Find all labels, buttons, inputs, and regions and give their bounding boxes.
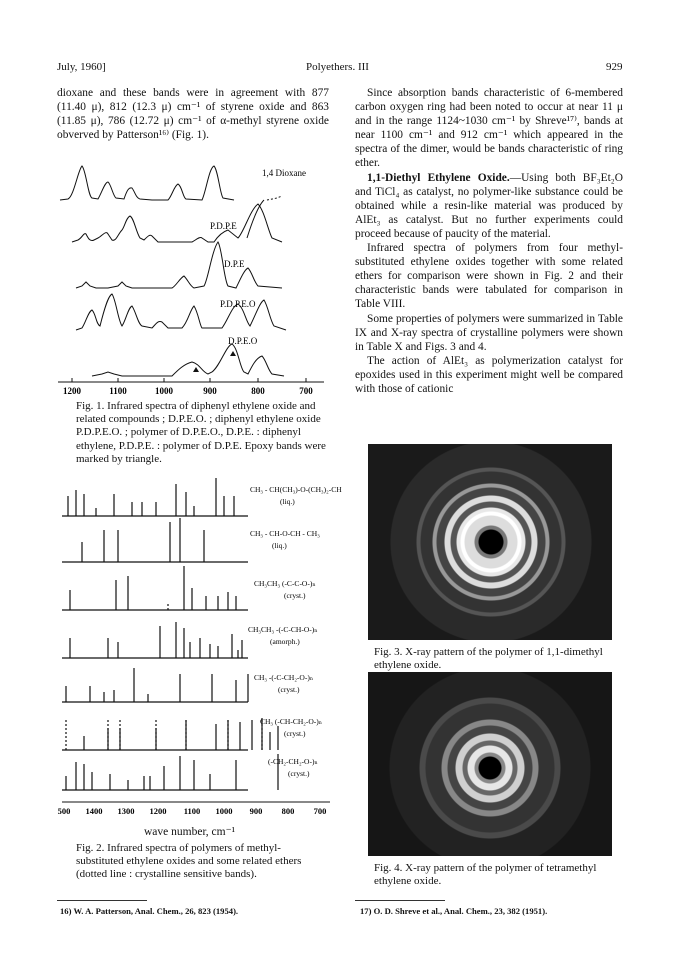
- figure-2-caption: Fig. 2. Infrared spectra of polymers of methyl-substituted ethylene oxides and some related ethers (dotted line : crystalline sensitive bands).: [76, 842, 302, 881]
- left-column-text: [57, 86, 329, 142]
- figure-3-xray-image: [368, 444, 612, 640]
- structure-formula: CH₃CH₃ ‑(‑C‑CH‑O‑)ₙ: [248, 625, 318, 634]
- axis-tick-label: 500: [57, 806, 71, 816]
- structure-formula: CH₃ ‑(‑C‑CH₂‑O‑)ₙ: [254, 673, 314, 682]
- paragraph: Some properties of polymers were summarized in Table IX and X-ray spectra of crystalline polymers were shown in Table X and Figs. 3 and 4.: [355, 312, 623, 353]
- axis-tick-label: 1200: [63, 386, 81, 396]
- figure-3-caption: Fig. 3. X-ray pattern of the polymer of 1,1-dimethyl ethylene oxide.: [374, 646, 603, 672]
- structure-label: (liq.): [280, 497, 295, 506]
- figure-4-xray-image: [368, 672, 612, 856]
- axis-tick-label: 1100: [109, 386, 127, 396]
- spectrum-trace: [247, 200, 264, 238]
- axis-tick-label: 900: [249, 806, 263, 816]
- figure-4-caption: Fig. 4. X-ray pattern of the polymer of tetramethyl ethylene oxide.: [374, 862, 597, 888]
- figure-2-xlabel: wave number, cm⁻¹: [144, 826, 236, 838]
- axis-tick-label: 800: [281, 806, 295, 816]
- spectrum-label: P.D.P.E.O: [220, 299, 256, 309]
- figure-1-caption: Fig. 1. Infrared spectra of diphenyl ethylene oxide and related compounds ; D.P.E.O. ; diphenyl ethylene oxide P.D.P.E.O. ; polymer of D.P.E.O., D.P.E. : diphenyl ethylene, P.D.P.E. : polymer of D.P.E. Epoxy bands were marked by triangle.: [76, 400, 326, 465]
- section-heading: 1,1-Diethyl Ethylene Oxide.: [367, 171, 510, 184]
- spectrum-trace: [60, 166, 234, 200]
- spectrum-trace: [72, 204, 282, 242]
- figure-2-ir-spectra: [52, 474, 342, 820]
- spectrum-trace: [76, 242, 282, 288]
- structure-formula: CH₃ ‑ CH‑O‑CH ‑ CH₃: [250, 529, 320, 538]
- page-number: 929: [606, 61, 623, 73]
- structure-formula: CH₃ (‑CH‑CH₂‑O‑)ₙ: [260, 717, 323, 726]
- footnote-16: 16) W. A. Patterson, Anal. Chem., 26, 823 (1954).: [60, 906, 239, 916]
- spectrum-label: D.P.E.O: [228, 336, 258, 346]
- axis-tick-label: 1300: [117, 806, 135, 816]
- spectrum-trace: [92, 344, 284, 376]
- structure-label: (cryst.): [288, 769, 310, 778]
- structure-formula: CH₃ ‑ CH(CH₃)‑O‑(CH₃)₂‑CH: [250, 485, 342, 494]
- paragraph-body: —Using both BF₃Et₂O and TiCl₄ as catalyst, no polymer-like substance could be obtained while a resin-like material was produced by AlEt₃ as catalyst. But no further experiments could proceed because of paucity of the material.: [355, 171, 623, 240]
- axis-tick-label: 700: [313, 806, 327, 816]
- spectrum-label: 1,4 Dioxane: [262, 168, 306, 178]
- spectrum-label: P.D.P.E: [210, 221, 237, 231]
- axis-tick-label: 1000: [155, 386, 173, 396]
- epoxy-band-triangle-icon: [193, 367, 199, 372]
- running-header-left: July, 1960]: [57, 61, 106, 73]
- axis-tick-label: 900: [203, 386, 217, 396]
- footnote-17: 17) O. D. Shreve et al., Anal. Chem., 23, 382 (1951).: [360, 906, 548, 916]
- structure-formula: (‑CH₂‑CH₂‑O‑)ₙ: [268, 757, 318, 766]
- structure-formula: CH₃CH₃ (‑C‑C‑O‑)ₙ: [254, 579, 316, 588]
- structure-label: (liq.): [272, 541, 287, 550]
- structure-label: (cryst.): [278, 685, 300, 694]
- running-header-title: Polyethers. III: [306, 61, 369, 73]
- paragraph: The action of AlEt₃ as polymerization catalyst for epoxides used in this experiment might well be compared with those of cationic: [355, 354, 623, 395]
- figure-1-ir-spectra: [52, 160, 342, 410]
- axis-tick-label: 1400: [85, 806, 103, 816]
- axis-tick-label: 800: [251, 386, 265, 396]
- paragraph: [355, 171, 623, 241]
- spectrum-label: D.P.E: [224, 259, 245, 269]
- footnote-rule: [57, 900, 147, 901]
- epoxy-band-triangle-icon: [230, 351, 236, 356]
- right-column-text: [355, 86, 623, 396]
- axis-tick-label: 1100: [183, 806, 201, 816]
- structure-label: (cryst.): [284, 591, 306, 600]
- paragraph: dioxane and these bands were in agreement with 877 (11.40 μ), 812 (12.3 μ) cm⁻¹ of styrene oxide and 863 (11.85 μ), 786 (12.72 μ) cm⁻¹ of α-methyl styrene oxide obverved by Patterson¹⁶⁾ (Fig. 1).: [57, 87, 329, 142]
- structure-label: (cryst.): [284, 729, 306, 738]
- axis-tick-label: 1000: [215, 806, 233, 816]
- footnote-rule: [355, 900, 445, 901]
- spectrum-trace: [267, 196, 282, 200]
- axis-tick-label: 700: [299, 386, 313, 396]
- structure-label: (amorph.): [270, 637, 300, 646]
- paragraph: Infrared spectra of polymers from four methyl-substituted ethylene oxides together with some related ethers for comparison were shown in Fig. 2 and their characteristic bands were tabulated for comparison in Table VIII.: [355, 242, 623, 311]
- axis-tick-label: 1200: [149, 806, 167, 816]
- paragraph: Since absorption bands characteristic of 6-membered carbon oxygen ring had been noted to occur at near 11 μ and in the range 1124~1030 cm⁻¹ by Shreve¹⁷⁾, bands at near 1100 cm⁻¹ and 912 cm⁻¹ which appeared in the spectra of the dimer, would be bands characteristic of ring ether.: [355, 87, 623, 170]
